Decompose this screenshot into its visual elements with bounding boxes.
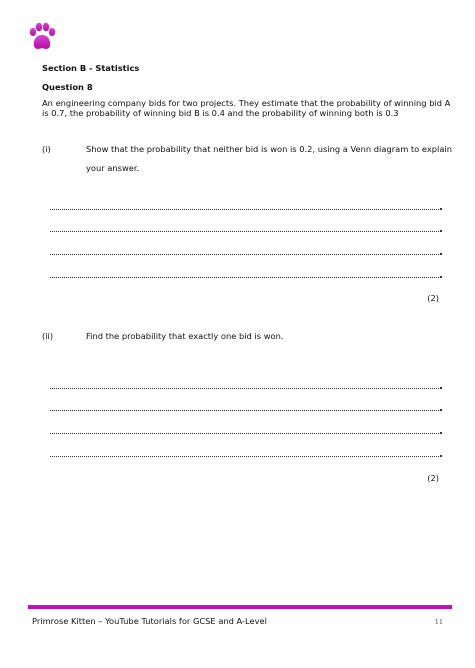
question-number: Question 8 xyxy=(42,82,93,92)
page-number: 11 xyxy=(434,618,443,626)
footer-text: Primrose Kitten – YouTube Tutorials for GCSE and A-Level xyxy=(32,616,267,626)
footer-divider xyxy=(28,605,452,609)
part-ii-marks: (2) xyxy=(427,473,439,483)
part-ii-question: Find the probability that exactly one bid is won. xyxy=(86,331,284,341)
answer-line[interactable] xyxy=(50,388,439,389)
answer-line[interactable] xyxy=(50,209,439,210)
paw-print-icon xyxy=(28,22,56,52)
part-i-label: (i) xyxy=(42,144,51,154)
part-i-question: Show that the probability that neither bid is won is 0.2, using a Venn diagram to explain your answer. xyxy=(86,144,452,173)
part-i-marks: (2) xyxy=(427,293,439,303)
part-ii-label: (ii) xyxy=(42,331,54,341)
answer-line[interactable] xyxy=(50,433,439,434)
answer-line[interactable] xyxy=(50,456,439,457)
answer-line[interactable] xyxy=(50,410,439,411)
answer-line[interactable] xyxy=(50,277,439,278)
question-stem: An engineering company bids for two projects. They estimate that the probability of winning bid A is 0.7, the probability of winning bid B is 0.4 and the probability of winning both is 0.3 xyxy=(42,98,451,119)
answer-line[interactable] xyxy=(50,231,439,232)
answer-line[interactable] xyxy=(50,254,439,255)
section-title: Section B - Statistics xyxy=(42,63,140,73)
